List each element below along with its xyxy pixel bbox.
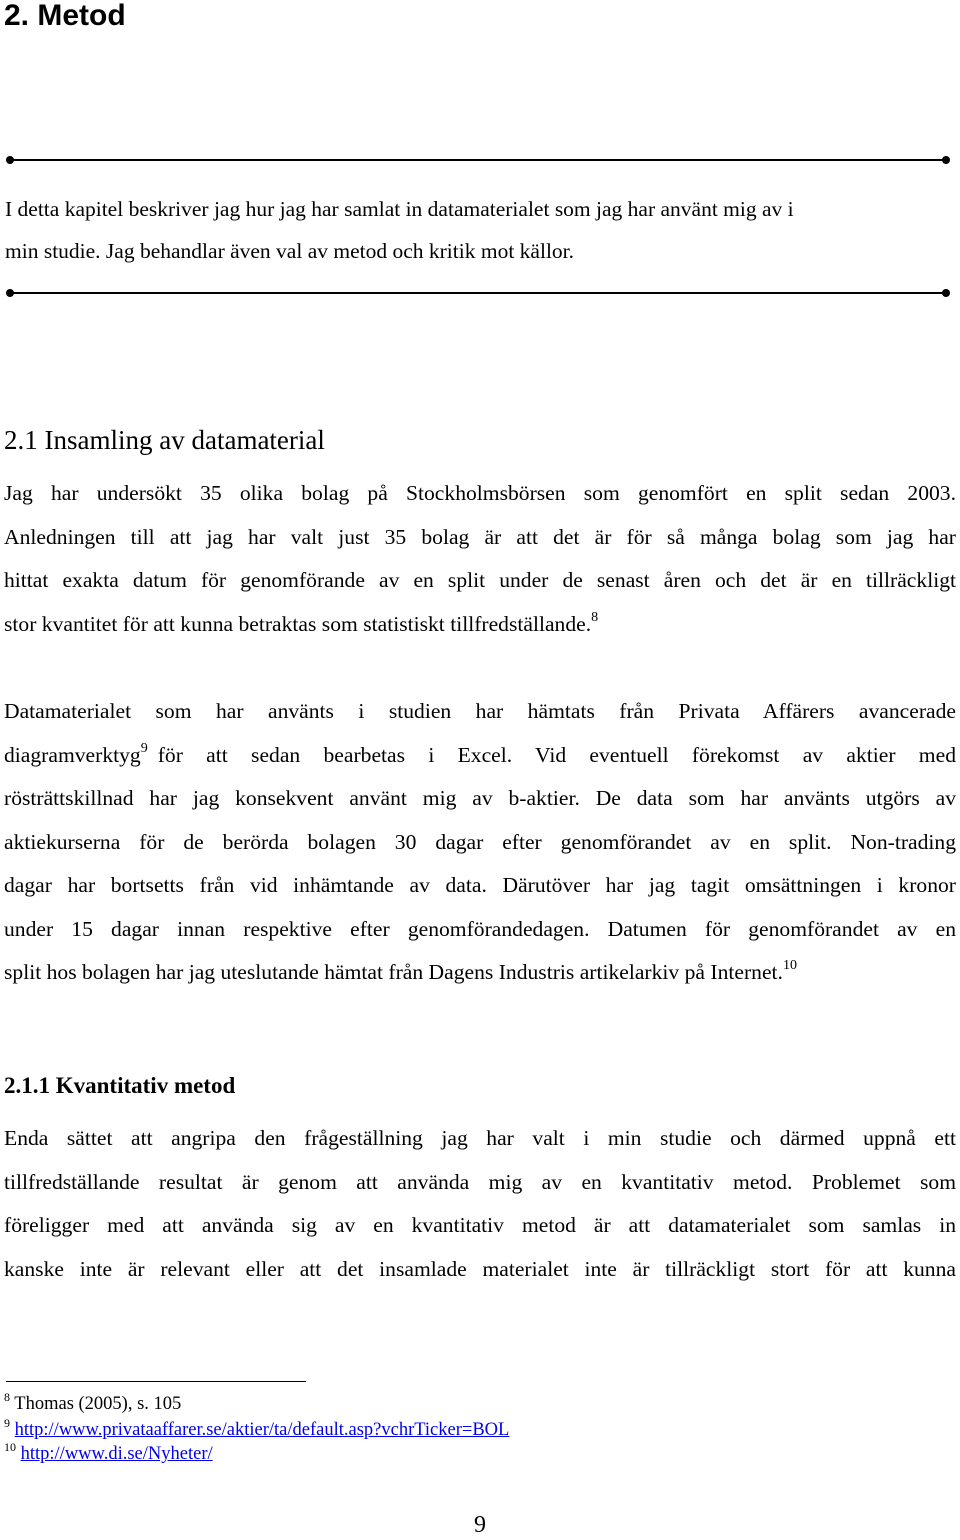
footnote-link[interactable]: http://www.di.se/Nyheter/ (20, 1444, 213, 1464)
section-heading: 2.1 Insamling av datamaterial (4, 425, 325, 455)
footnote (4, 1418, 509, 1442)
footnote-ref: 10 (782, 958, 797, 973)
footnote-ref: 8 (591, 609, 599, 625)
paragraph-text: för att sedan bearbetas i Excel. Vid eventuell förekomst av aktier med (157, 742, 956, 767)
paragraph-line: Anledningen till att jag har valt just 35 bolag är att det är för så många bolag som jag har (4, 524, 956, 549)
chapter-title: 2. Metod (4, 0, 126, 32)
footnote-ref: 9 (140, 740, 148, 756)
paragraph-line: kanske inte är relevant eller att det insamlade materialet inte är tillräckligt stort för att kunna (4, 1256, 956, 1281)
paragraph-line: hittat exakta datum för genomförande av en split under de senast åren och det är en tillräckligt (4, 568, 956, 592)
rule-dot-left (6, 156, 14, 164)
section-paragraph (4, 1117, 956, 1291)
paragraph-text: split hos bolagen har jag uteslutande hämtat från Dagens Industris artikelarkiv på Internet. (4, 960, 783, 984)
rule-dot-right (942, 156, 950, 164)
paragraph-line: aktiekurserna för de berörda bolagen 30 dagar efter genomförandet av en split. Non-trading (4, 829, 956, 854)
paragraph-text (4, 734, 148, 778)
paragraph-line (4, 734, 956, 778)
paragraph-line (4, 603, 956, 647)
paragraph-line: Jag har undersökt 35 olika bolag på Stockholmsbörsen som genomfört en split sedan 2003. (4, 481, 956, 505)
paragraph-line: tillfredställande resultat är genom att använda mig av en kvantitativ metod. Problemet som (4, 1169, 956, 1194)
footnote-separator (6, 1381, 306, 1382)
subsection-heading: 2.1.1 Kvantitativ metod (4, 1073, 236, 1098)
paragraph-line: rösträttskillnad har jag konsekvent använt mig av b-aktier. De data som har använts utgörs av (4, 786, 956, 810)
footnote (4, 1392, 181, 1416)
chapter-intro (5, 188, 935, 272)
paragraph-line: dagar har bortsetts från vid inhämtande av data. Därutöver har jag tagit omsättningen i kronor (4, 873, 956, 897)
intro-bottom-rule (6, 288, 950, 298)
rule-dot-right (942, 289, 950, 297)
page-number: 9 (474, 1512, 486, 1538)
intro-line: I detta kapitel beskriver jag hur jag har samlat in datamaterialet som jag har använt mig av i (5, 197, 794, 221)
paragraph-line: under 15 dagar innan respektive efter genomförandedagen. Datumen för genomförandet av en (4, 916, 956, 941)
section-paragraph (4, 472, 956, 646)
paragraph-text: diagramverktyg (4, 742, 141, 767)
section-paragraph (4, 690, 956, 995)
paragraph-line: Datamaterialet som har använts i studien har hämtats från Privata Affärers avancerade (4, 699, 956, 723)
footnote-number: 9 (4, 1416, 10, 1430)
paragraph-text: stor kvantitet för att kunna betraktas som statistiskt tillfredställande. (4, 611, 592, 636)
footnote-link[interactable]: http://www.privataaffarer.se/aktier/ta/default.asp?vchrTicker=BOL (14, 1420, 510, 1440)
footnote-text: Thomas (2005), s. 105 (10, 1394, 182, 1414)
intro-top-rule (6, 155, 950, 165)
footnote-number: 8 (4, 1390, 10, 1404)
footnote-number: 10 (4, 1440, 16, 1454)
footnote (4, 1442, 213, 1466)
rule-dot-left (6, 289, 14, 297)
intro-line: min studie. Jag behandlar även val av metod och kritik mot källor. (5, 239, 575, 263)
paragraph-line: Enda sättet att angripa den frågeställning jag har valt i min studie och därmed uppnå ett (4, 1126, 956, 1150)
paragraph-line (4, 951, 956, 995)
paragraph-line: föreligger med att använda sig av en kvantitativ metod är att datamaterialet som samlas in (4, 1213, 956, 1237)
